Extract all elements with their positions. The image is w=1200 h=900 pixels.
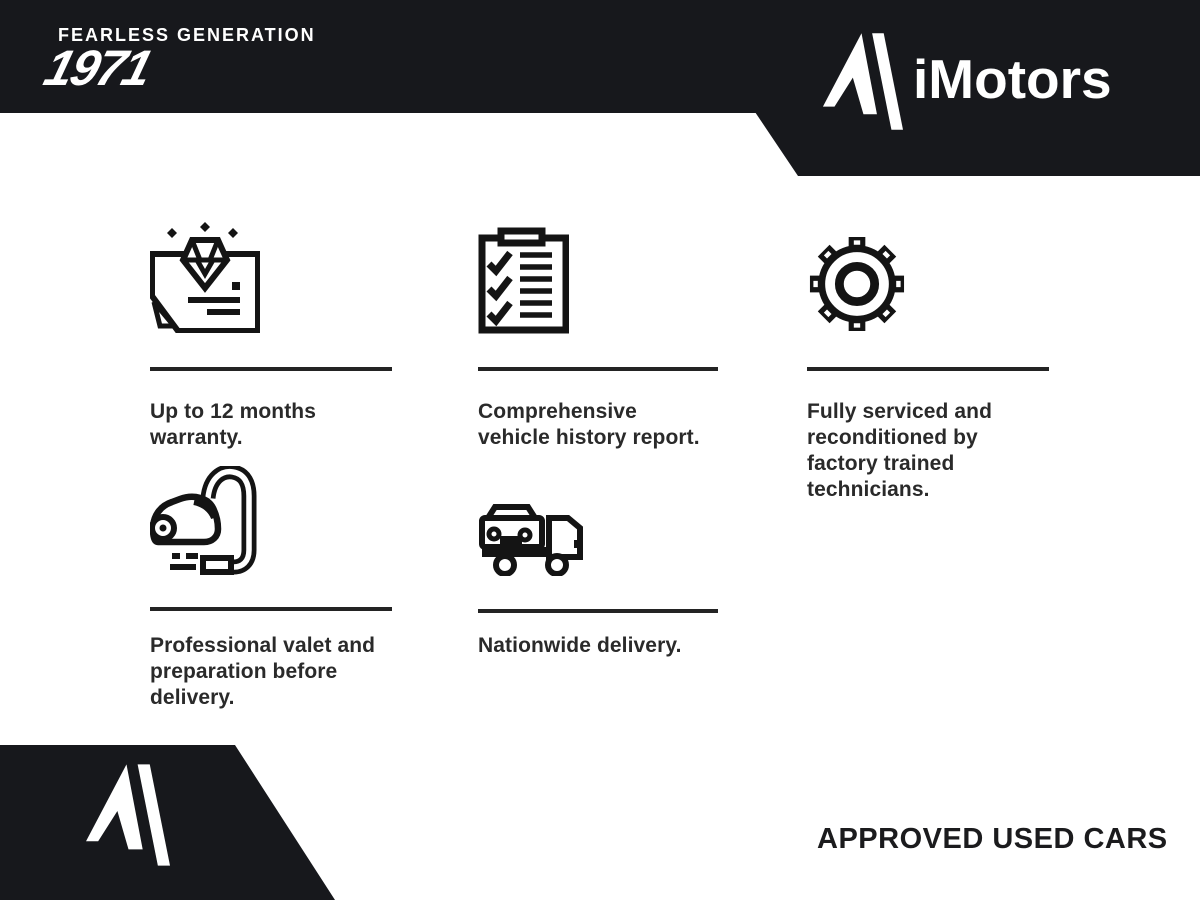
feature-text-fully-serviced: Fully serviced and reconditioned by factory trained technicians. <box>807 400 993 501</box>
delivery-truck-icon <box>478 504 584 576</box>
service-gear-icon <box>808 234 906 334</box>
feature-text-history-report: Comprehensive vehicle history report. <box>478 400 700 449</box>
top-banner-right-extension <box>750 112 1200 176</box>
feature-divider <box>478 367 718 371</box>
feature-divider <box>807 367 1049 371</box>
approved-used-cars-caption: APPROVED USED CARS <box>817 823 1168 855</box>
feature-divider <box>150 367 392 371</box>
feature-text-warranty: Up to 12 months warranty. <box>150 400 317 449</box>
fearless-generation-tagline: FEARLESS GENERATION <box>58 25 316 45</box>
feature-text-nationwide-delivery: Nationwide delivery. <box>478 634 682 657</box>
brand-name: iMotors <box>913 48 1112 110</box>
bottom-left-corner-shape <box>0 745 340 900</box>
vehicle-history-checklist-icon <box>477 227 569 334</box>
feature-divider <box>150 607 392 611</box>
feature-divider <box>478 609 718 613</box>
warranty-certificate-icon <box>150 222 260 333</box>
imotors-a-logo-icon <box>84 764 170 866</box>
imotors-a-logo-icon <box>821 33 903 130</box>
year-1971-wordmark: 1971 <box>38 40 157 96</box>
feature-text-valet: Professional valet and preparation before delivery. <box>150 634 376 709</box>
valet-vacuum-icon <box>150 466 258 576</box>
